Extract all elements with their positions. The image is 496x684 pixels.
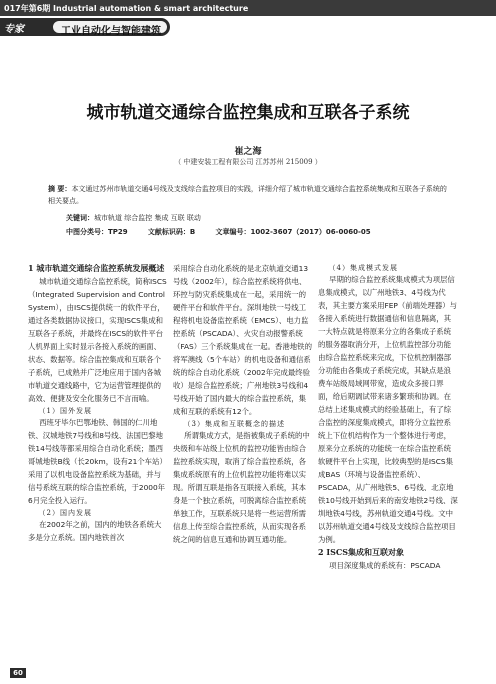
abstract-label: 摘 要：: [48, 184, 72, 193]
issue-label: 017年第6期 Industrial automation & smart architecture: [4, 4, 249, 13]
subsection-heading: （1）国外发展: [38, 407, 92, 415]
subsection-heading: （2）国内发展: [38, 509, 92, 517]
subsection-heading: （3）集成和互联概念的描述: [183, 420, 285, 428]
paragraph: 项目深度集成的系统有：PSCADA: [329, 561, 441, 570]
author-affiliation: （ 中建安装工程有限公司 江苏苏州 215009 ）: [174, 158, 322, 166]
section-heading-1: 1 城市轨道交通综合监控系统发展概述: [28, 263, 165, 273]
paragraph: 西班牙毕尔巴鄂地铁、韩国的仁川地铁、汉城地铁7号线和8号线、法国巴黎地铁14号线等都采用综合自动化系统；墨西哥城地铁B线（长20km，设有21个车站）采用了以机电设备监控系统为基础，并与信号系统互联的综合监控系统，于2000年6月完全投入运行。: [28, 418, 167, 505]
article-number: 文章编号：1002-3607（2017）06-0060-05: [215, 228, 371, 236]
article-author: 崔之海: [234, 147, 262, 157]
body-column-1: [28, 262, 168, 544]
body-column-3: [318, 262, 458, 572]
expert-logo: 专家: [4, 24, 24, 35]
document-code: 文献标识码：B: [147, 228, 196, 236]
column-banner: [0, 16, 496, 38]
paragraph: 在2002年之前，国内的地铁各系统大多是分立系统。国内地铁首次: [28, 520, 162, 542]
classification-line: [66, 227, 466, 237]
journal-header-bar: [0, 0, 496, 16]
keywords-text: 城市轨道 综合监控 集成 互联 联动: [94, 214, 201, 222]
clc-number: 中图分类号：TP29: [66, 228, 128, 236]
page-number: 60: [10, 668, 26, 678]
paragraph: 城市轨道交通综合监控系统，简称ISCS（Integrated Supervision and Control System），由ISCS提供统一的软件平台，通过各类数据协议接口，实现ISCS集成和互联各子系统，并最终在ISCS的软件平台人机界面上实时显示各接入系统的画面、状态、数据等。综合监控集成和互联各个子系统，已成熟并广泛地应用于国内各城市轨道交通线路中，它为运营管理提供的高效、便捷及安全化服务已不言而喻。: [28, 277, 167, 403]
keywords-label: 关键词：: [66, 213, 94, 222]
abstract: [48, 183, 448, 207]
paragraph: 早期的综合监控系统集成模式为项层信息集成模式，以广州地铁3、4号线为代表，其主要方案采用FEP（前端处理器）与各接入系统进行数据通信和信息隔离，其一大特点就是将原来分立的各集成子系统的服务器取消分开，上位机监控部分功能由综合监控系统来完成，下位机控制器部分功能由各集成子系统完成，其缺点是浪费车站级局域网带宽，造成众多接口界面，给后期调试带来诸多繁琐和协调。在总结上述集成模式的经验基础上，有了综合监控的深度集成模式，即将分立监控系统上下位机结构作为一个整体进行考虑，原来分立系统的功能统一在综合监控系统软硬件平台上实现，比较典型的是ISCS集成BAS（环境与设备监控系统）、PSCADA，从广州地铁5、6号线、北京地铁10号线开始到后来的南安地铁2号线、深圳地铁4号线，苏州轨道交通4号线。文中以苏州轨道交通4号线及支线综合监控项目为例。: [318, 275, 458, 544]
article-title: 城市轨道交通综合监控集成和互联各子系统: [86, 103, 410, 123]
keywords: [66, 213, 446, 223]
paragraph: 所谓集成方式，是指被集成子系统的中央级和车站级上位机的监控功能皆由综合监控系统实现，取消了综合监控系统，各集成系统原有的上位机监控功能将难以实现。所谓互联是指各互联接入系统，其本身是一个独立系统，可脱离综合监控系统单独工作，互联系统只是将一些运营所需信息上传至综合监控系统，从而实现各系统之间的信息互通和协调互通功能。: [173, 431, 310, 544]
column-name: 工业自动化与智能建筑: [61, 26, 161, 37]
body-column-2: [173, 262, 313, 546]
abstract-text: 本文通过苏州市轨道交通4号线及支线综合监控项目的实践，详细介绍了城市轨道交通综合监控系统集成和互联各子系统的相关要点。: [48, 185, 447, 205]
paragraph: 采用综合自动化系统的是北京轨道交通13号线（2002年），综合监控系统将供电、环控与防灾系统集成在一起，采用统一的硬件平台和软件平台。深圳地铁一号线工程将机电设备监控系统（EMCS）、电力监控系统（PSCADA）、火灾自动报警系统（FAS）三个系统集成在一起。香港地铁的将军澳线（5个车站）的机电设备和通信系统的综合自动化系统（2002年完成最终验收）是综合监控系统；广州地铁3号线和4号线开始了国内最大的综合监控系统，集成和互联的系统有12个。: [173, 264, 312, 416]
column-name-pill: [52, 20, 168, 37]
section-heading-2: 2 ISCS集成和互联对象: [318, 547, 405, 557]
subsection-heading: （4）集成模式发展: [328, 264, 398, 272]
